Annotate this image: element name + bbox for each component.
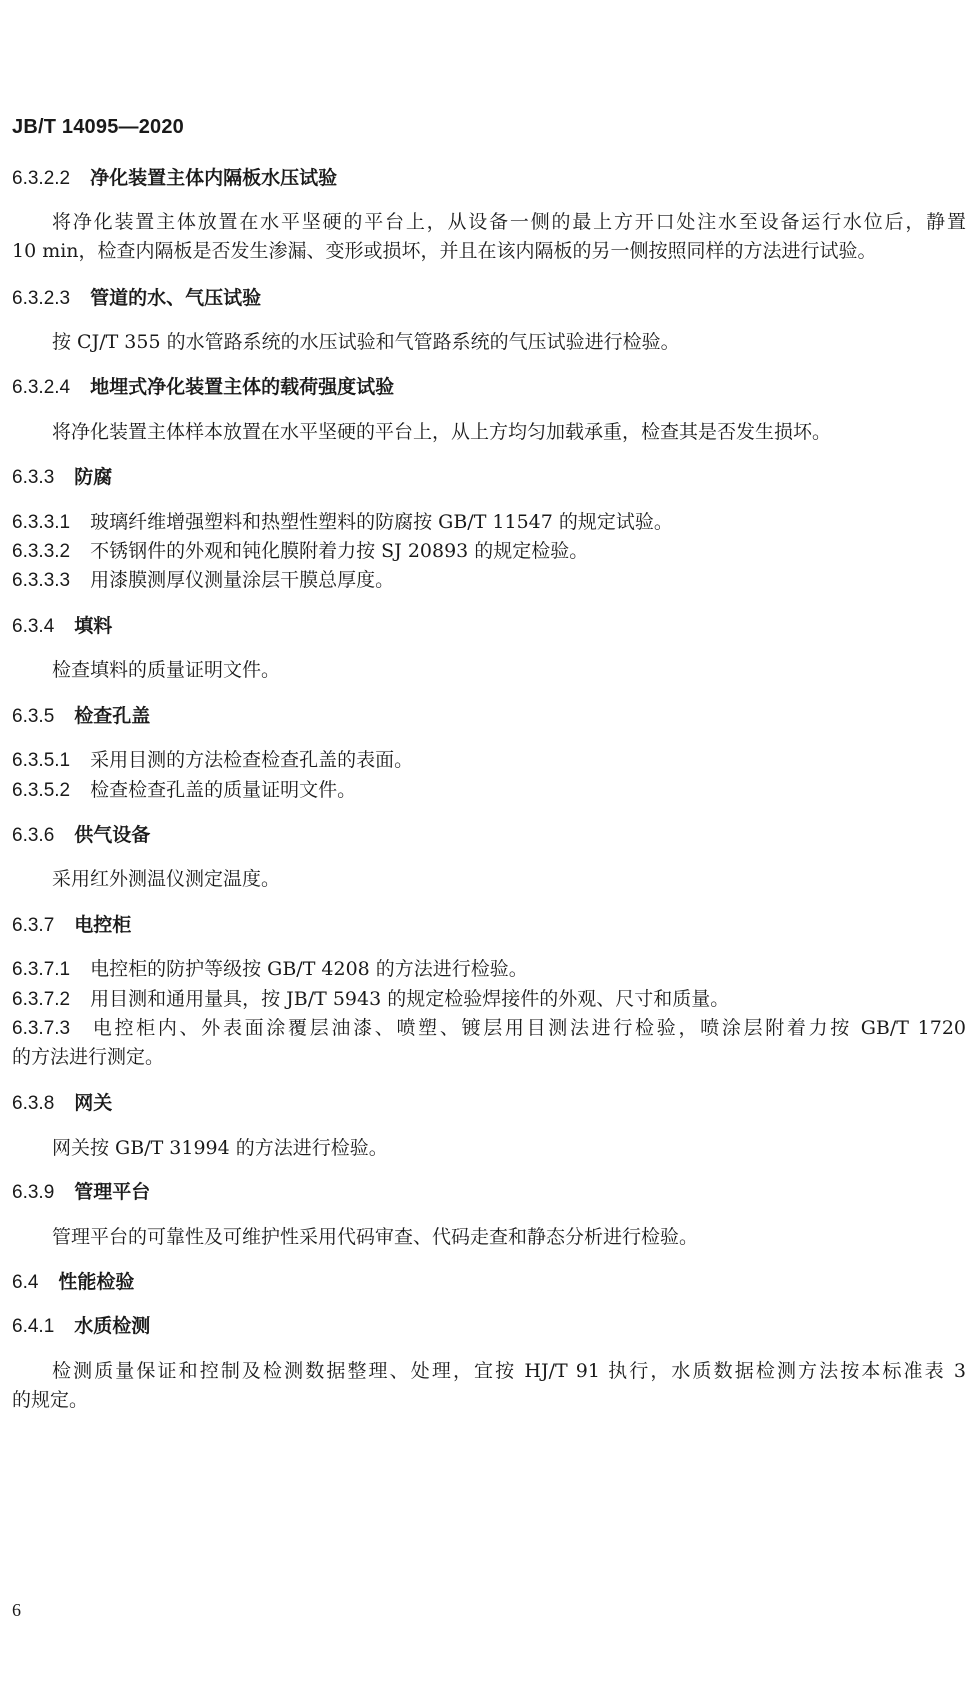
section-title: 防腐: [74, 466, 113, 488]
section-heading-6-3-6: [12, 823, 966, 848]
section-title: 水质检测: [74, 1315, 151, 1337]
clause-text: 采用目测的方法检查检查孔盖的表面。: [90, 749, 414, 771]
section-heading-6-3-4: [12, 614, 966, 639]
paragraph-line: 将净化装置主体放置在水平坚硬的平台上，从设备一侧的最上方开口处注水至设备运行水位后，静置: [52, 211, 966, 233]
section-heading-6-3-7: [12, 913, 966, 938]
section-number: 6.3.2.3: [12, 288, 71, 309]
clause-number: 6.3.7.3: [12, 1018, 71, 1039]
paragraph-line: 10 min，检查内隔板是否发生渗漏、变形或损坏，并且在该内隔板的另一侧按照同样的方法进行试验。: [12, 240, 877, 262]
section-title: 地埋式净化装置主体的载荷强度试验: [90, 376, 395, 398]
section-number: 6.3.3: [12, 467, 55, 488]
clause-item-6-3-3-1: [12, 510, 966, 535]
section-heading-6-3-2-2: [12, 166, 966, 191]
section-title: 性能检验: [58, 1271, 135, 1293]
section-heading-6-3-2-4: [12, 375, 966, 400]
clause-item-6-3-7-1: [12, 957, 966, 982]
section-number: 6.3.9: [12, 1182, 55, 1203]
paragraph-line: 检测质量保证和控制及检测数据整理、处理，宜按 HJ/T 91 执行，水质数据检测方法按本标准表 3: [52, 1360, 966, 1382]
paragraph-line: 检查填料的质量证明文件。: [52, 659, 281, 681]
section-heading-6-3-8: [12, 1091, 966, 1116]
paragraph-line: 网关按 GB/T 31994 的方法进行检验。: [52, 1137, 388, 1159]
section-title: 检查孔盖: [74, 705, 151, 727]
clause-continuation: 的方法进行测定。: [12, 1046, 165, 1068]
section-heading-6-4-1: [12, 1314, 966, 1339]
section-number: 6.4.1: [12, 1316, 55, 1337]
clause-number: 6.3.3.2: [12, 541, 71, 562]
clause-item-6-3-7-2: [12, 987, 966, 1012]
page-number: 6: [12, 1600, 21, 1620]
paragraph-line: 将净化装置主体样本放置在水平坚硬的平台上，从上方均匀加载承重，检查其是否发生损坏。: [52, 421, 832, 443]
paragraph-line: 管理平台的可靠性及可维护性采用代码审查、代码走查和静态分析进行检验。: [52, 1226, 699, 1248]
clause-number: 6.3.5.2: [12, 780, 71, 801]
section-number: 6.3.6: [12, 825, 55, 846]
section-number: 6.3.8: [12, 1093, 55, 1114]
clause-text: 电控柜的防护等级按 GB/T 4208 的方法进行检验。: [90, 958, 528, 980]
clause-text: 检查检查孔盖的质量证明文件。: [90, 779, 357, 801]
section-heading-6-3-2-3: [12, 286, 966, 311]
clause-number: 6.3.5.1: [12, 750, 71, 771]
paragraph-line: 的规定。: [12, 1389, 89, 1411]
clause-number: 6.3.3.3: [12, 570, 71, 591]
section-title: 净化装置主体内隔板水压试验: [90, 167, 338, 189]
clause-item-6-3-3-3: [12, 568, 966, 593]
section-number: 6.3.2.2: [12, 168, 71, 189]
section-heading-6-4: [12, 1270, 966, 1295]
clause-number: 6.3.7.2: [12, 989, 71, 1010]
clause-number: 6.3.7.1: [12, 959, 71, 980]
clause-text: 玻璃纤维增强塑料和热塑性塑料的防腐按 GB/T 11547 的规定试验。: [90, 511, 673, 533]
section-title: 供气设备: [74, 824, 151, 846]
clause-item-6-3-7-3: [12, 1016, 966, 1041]
clause-item-6-3-3-2: [12, 539, 966, 564]
section-title: 网关: [74, 1092, 113, 1114]
paragraph-line: 采用红外测温仪测定温度。: [52, 868, 281, 890]
clause-text: 不锈钢件的外观和钝化膜附着力按 SJ 20893 的规定检验。: [90, 540, 589, 562]
section-number: 6.3.5: [12, 706, 55, 727]
section-number: 6.4: [12, 1272, 39, 1293]
section-title: 填料: [74, 615, 113, 637]
clause-text: 电控柜内、外表面涂覆层油漆、喷塑、镀层用目测法进行检验，喷涂层附着力按 GB/T 1720: [90, 1017, 966, 1039]
clause-item-6-3-5-1: [12, 748, 966, 773]
section-number: 6.3.4: [12, 616, 55, 637]
clause-number: 6.3.3.1: [12, 512, 71, 533]
section-title: 电控柜: [74, 914, 132, 936]
section-number: 6.3.2.4: [12, 377, 71, 398]
section-heading-6-3-3: [12, 465, 966, 490]
paragraph-line: 按 CJ/T 355 的水管路系统的水压试验和气管路系统的气压试验进行检验。: [52, 331, 680, 353]
clause-text: 用漆膜测厚仪测量涂层干膜总厚度。: [90, 569, 395, 591]
section-number: 6.3.7: [12, 915, 55, 936]
section-heading-6-3-5: [12, 704, 966, 729]
clause-text: 用目测和通用量具，按 JB/T 5943 的规定检验焊接件的外观、尺寸和质量。: [90, 988, 730, 1010]
clause-item-6-3-5-2: [12, 778, 966, 803]
section-heading-6-3-9: [12, 1180, 966, 1205]
section-title: 管道的水、气压试验: [90, 287, 262, 309]
standard-code-header: JB/T 14095—2020: [12, 116, 185, 138]
section-title: 管理平台: [74, 1181, 151, 1203]
